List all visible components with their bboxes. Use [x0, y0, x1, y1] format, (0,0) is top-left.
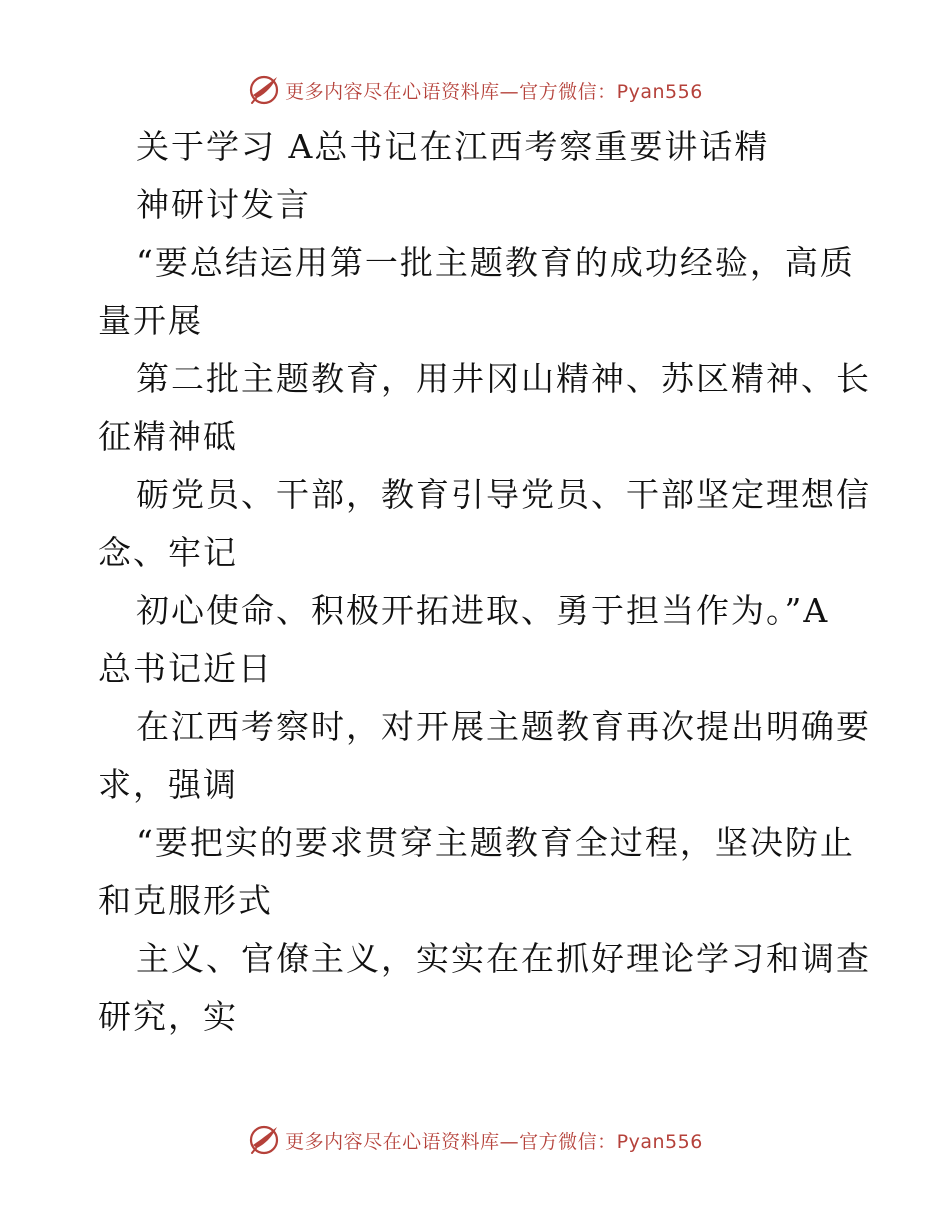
- header-watermark: [0, 70, 950, 110]
- text-line: 和克服形式: [98, 881, 273, 920]
- quill-pen-logo-icon: [247, 1123, 281, 1157]
- text-line: 总书记近日: [98, 649, 273, 688]
- text-line: “要总结运用第一批主题教育的成功经验，高质: [136, 243, 855, 282]
- text-line: 研究，实: [98, 997, 238, 1036]
- text-line: 征精神砥: [98, 417, 238, 456]
- document-body: [98, 118, 871, 1046]
- footer-watermark-text: 更多内容尽在心语资料库—官方微信：Pyan556: [285, 1130, 703, 1153]
- text-line: 神研讨发言: [136, 185, 311, 224]
- text-line: 主义、官僚主义，实实在在抓好理论学习和调查: [136, 939, 871, 978]
- text-line: “要把实的要求贯穿主题教育全过程，坚决防止: [136, 823, 855, 862]
- text-line: 第二批主题教育，用井冈山精神、苏区精神、长: [136, 359, 871, 398]
- text-line: 砺党员、干部，教育引导党员、干部坚定理想信: [136, 475, 871, 514]
- footer-watermark: [0, 1120, 950, 1160]
- text-line: 念、牢记: [98, 533, 238, 572]
- text-line: 量开展: [98, 301, 203, 340]
- text-line: 关于学习 A总书记在江西考察重要讲话精: [136, 127, 770, 166]
- text-line: 初心使命、积极开拓进取、勇于担当作为。”A: [136, 591, 830, 630]
- text-line: 求，强调: [98, 765, 238, 804]
- text-line: 在江西考察时，对开展主题教育再次提出明确要: [136, 707, 871, 746]
- quill-pen-logo-icon: [247, 73, 281, 107]
- header-watermark-text: 更多内容尽在心语资料库—官方微信：Pyan556: [285, 80, 703, 103]
